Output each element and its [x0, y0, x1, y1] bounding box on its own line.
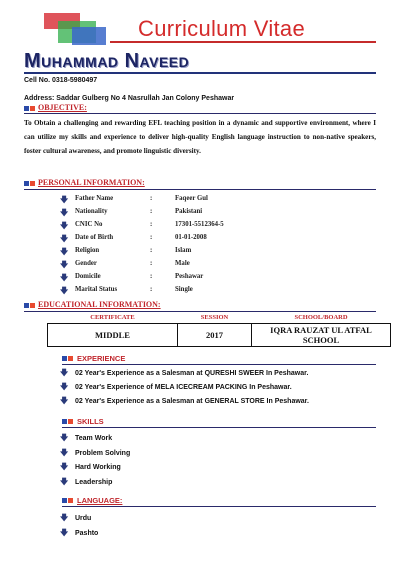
personal-info-label: Religion: [75, 247, 100, 254]
list-item: [60, 527, 98, 541]
personal-info-label: Date of Birth: [75, 234, 114, 241]
experience-item: 02 Year's Experience as a Salesman at GENERAL STORE In Peshawar.: [75, 398, 309, 405]
list-item: [60, 367, 308, 381]
colon-separator: :: [150, 195, 153, 202]
skill-item: Leadership: [75, 479, 113, 486]
arrow-bullet-icon: 🡇: [60, 221, 69, 230]
personal-info-rule: [24, 189, 376, 190]
heading-bullets-icon: [62, 498, 73, 503]
list-item: [60, 432, 112, 446]
session-cell: 2017: [178, 324, 252, 347]
skills-rule: [62, 427, 376, 428]
title-underline: [110, 41, 376, 43]
school-cell: IQRA RAUZAT UL ATFAL SCHOOL: [252, 324, 391, 347]
education-heading-label: EDUCATIONAL INFORMATION:: [38, 300, 161, 309]
heading-bullets-icon: [62, 419, 73, 424]
experience-heading: [62, 354, 125, 363]
personal-info-value: 01-01-2008: [175, 234, 207, 241]
skill-item: Team Work: [75, 435, 113, 442]
experience-heading-label: EXPERIENCE: [77, 354, 126, 363]
colon-separator: :: [150, 221, 153, 228]
personal-info-value: Islam: [175, 247, 192, 254]
skills-heading-label: SKILLS: [77, 417, 104, 426]
personal-info-value: 17301-5512364-5: [175, 221, 224, 228]
colon-separator: :: [150, 286, 153, 293]
objective-heading-label: OBJECTIVE:: [38, 103, 87, 112]
address-label: Address:: [24, 95, 55, 102]
colon-separator: :: [150, 247, 153, 254]
arrow-bullet-icon: 🡇: [60, 273, 69, 282]
colon-separator: :: [150, 260, 153, 267]
language-item: Urdu: [75, 515, 92, 522]
list-item: [60, 381, 292, 395]
personal-info-value: Male: [175, 260, 190, 267]
personal-info-heading-label: PERSONAL INFORMATION:: [38, 178, 145, 187]
name-underline: [24, 72, 376, 74]
cell-label: Cell No.: [24, 77, 51, 84]
skill-item: Problem Solving: [75, 450, 131, 457]
list-item: [60, 447, 130, 461]
experience-rule: [62, 364, 376, 365]
arrow-bullet-icon: 🡇: [60, 247, 69, 256]
language-heading: [62, 496, 122, 505]
list-item: [60, 476, 112, 490]
objective-heading: [24, 103, 87, 112]
address-value: Saddar Gulberg No 4 Nasrullah Jan Colony Peshawar: [56, 95, 235, 102]
language-item: Pashto: [75, 530, 99, 537]
education-table-header: [48, 312, 391, 324]
list-item: [60, 395, 309, 409]
colon-separator: :: [150, 273, 153, 280]
column-header-school: SCHOOL/BOARD: [294, 314, 348, 321]
arrow-bullet-icon: 🡇: [60, 477, 69, 486]
table-row: [48, 324, 391, 347]
experience-item: 02 Year's Experience of MELA ICECREAM PACKING In Peshawar.: [75, 384, 292, 391]
arrow-bullet-icon: 🡇: [60, 382, 69, 391]
arrow-bullet-icon: 🡇: [60, 368, 69, 377]
cell-number: 0318-5980497: [52, 77, 98, 84]
arrow-bullet-icon: 🡇: [60, 462, 69, 471]
personal-info-value: Single: [175, 286, 193, 293]
objective-rule: [24, 113, 376, 114]
heading-bullets-icon: [24, 106, 35, 111]
language-heading-label: LANGUAGE:: [77, 496, 123, 505]
heading-bullets-icon: [24, 303, 35, 308]
list-item: [60, 512, 91, 526]
list-item: [60, 461, 121, 475]
personal-info-label: Gender: [75, 260, 97, 267]
personal-info-label: Marital Status: [75, 286, 118, 293]
personal-info-label: Nationality: [75, 208, 108, 215]
heading-bullets-icon: [24, 181, 35, 186]
personal-info-label: CNIC No: [75, 221, 103, 228]
column-header-session: SESSION: [200, 314, 229, 321]
skills-heading: [62, 417, 104, 426]
colon-separator: :: [150, 234, 153, 241]
heading-bullets-icon: [62, 356, 73, 361]
certificate-cell: MIDDLE: [48, 324, 178, 347]
column-header-certificate: CERTIFICATE: [90, 314, 135, 321]
skill-item: Hard Working: [75, 464, 121, 471]
personal-info-value: Faqeer Gul: [175, 195, 208, 202]
personal-info-label: Father Name: [75, 195, 114, 202]
address-line: [24, 95, 234, 102]
language-rule: [62, 506, 376, 507]
arrow-bullet-icon: 🡇: [60, 260, 69, 269]
arrow-bullet-icon: 🡇: [60, 448, 69, 457]
education-table: [47, 312, 391, 347]
personal-info-heading: [24, 178, 145, 187]
arrow-bullet-icon: 🡇: [60, 433, 69, 442]
personal-info-label: Domicile: [75, 273, 101, 280]
arrow-bullet-icon: 🡇: [60, 234, 69, 243]
colon-separator: :: [150, 208, 153, 215]
education-heading: [24, 300, 161, 309]
arrow-bullet-icon: 🡇: [60, 208, 69, 217]
objective-text: To Obtain a challenging and rewarding EFL teaching position in a dynamic and supportive environment, where I can utilize my skills and experience to deliver high-quality English language instruction to non-native speakers, foster cultural awareness, and promote linguistic diversity.: [24, 119, 376, 155]
document-title: Curriculum Vitae: [138, 16, 306, 41]
arrow-bullet-icon: 🡇: [60, 396, 69, 405]
arrow-bullet-icon: 🡇: [60, 513, 69, 522]
cell-number-line: [24, 77, 97, 84]
arrow-bullet-icon: 🡇: [60, 528, 69, 537]
arrow-bullet-icon: 🡇: [60, 286, 69, 295]
personal-info-value: Pakistani: [175, 208, 203, 215]
personal-info-value: Peshawar: [175, 273, 204, 280]
arrow-bullet-icon: 🡇: [60, 195, 69, 204]
logo-square-blue: [72, 27, 106, 45]
applicant-name: Muhammad Naveed: [24, 50, 190, 72]
experience-item: 02 Year's Experience as a Salesman at QURESHI SWEER In Peshawar.: [75, 370, 309, 377]
